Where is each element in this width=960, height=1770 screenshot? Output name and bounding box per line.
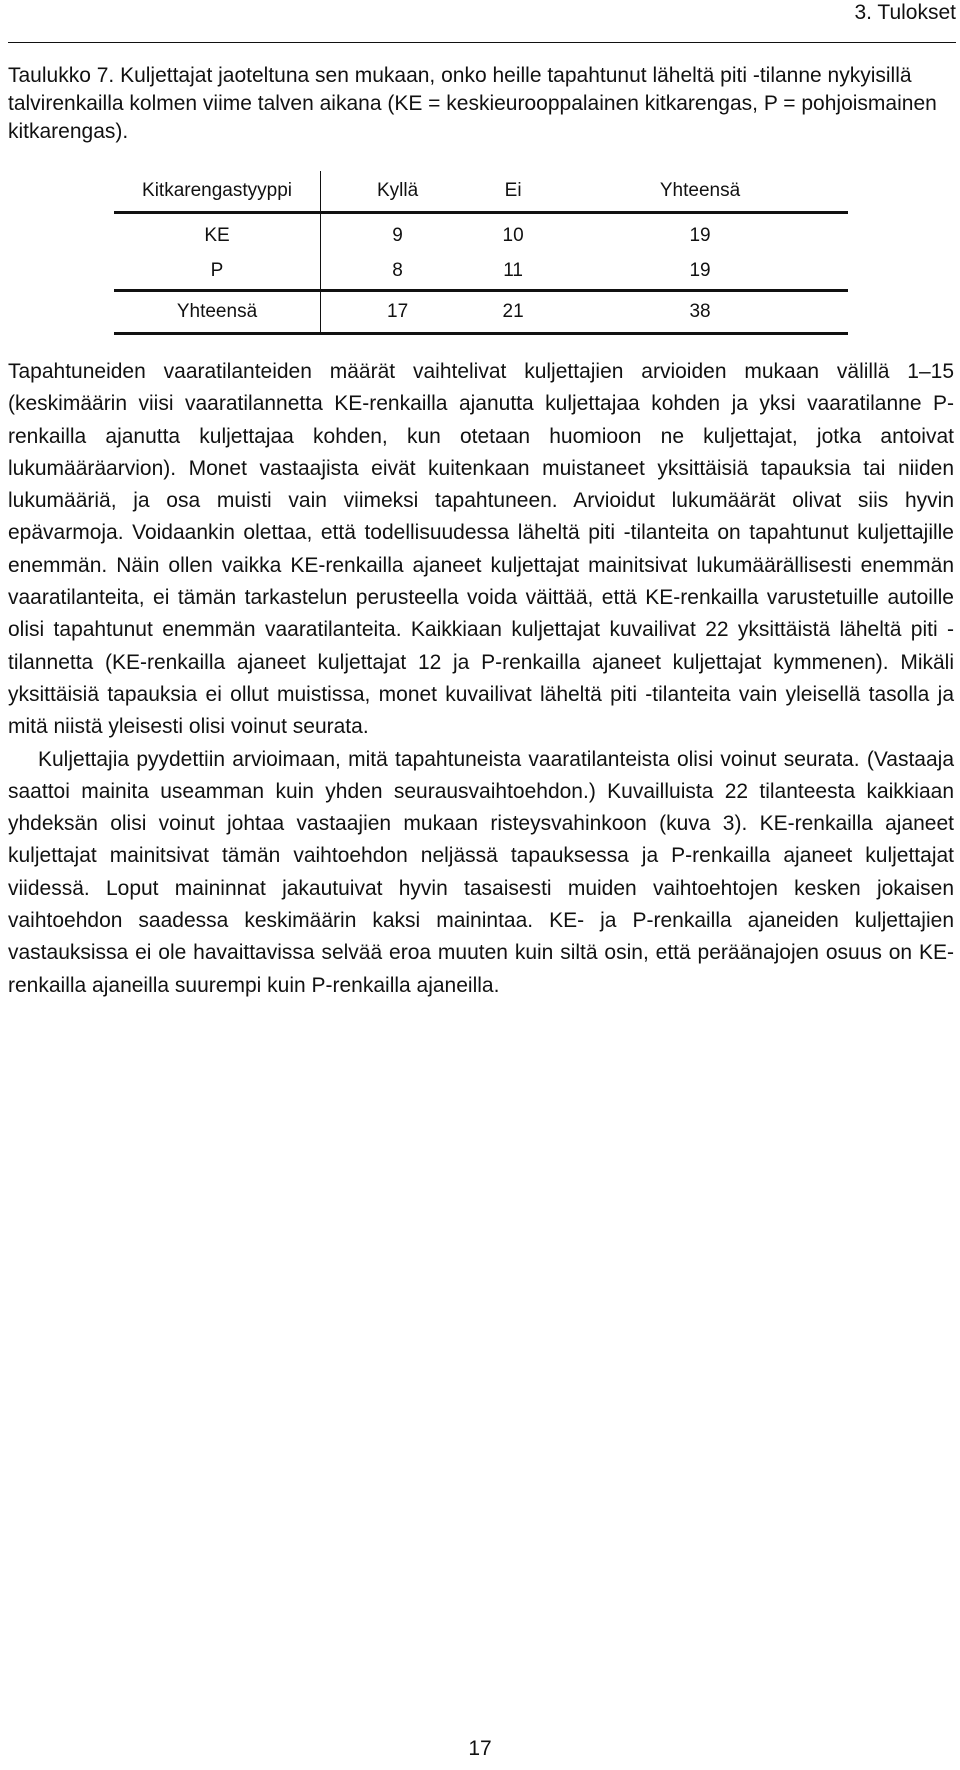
table-header-row <box>114 171 848 213</box>
column-header: Yhteensä <box>552 171 848 213</box>
table-cell: 17 <box>321 291 475 334</box>
table-cell: 19 <box>552 252 848 291</box>
body-text <box>8 356 954 1002</box>
table-row <box>114 213 848 253</box>
table-caption: Taulukko 7. Kuljettajat jaoteltuna sen mukaan, onko heille tapahtunut läheltä piti -tilanne nykyisillä talvirenkailla kolmen viime talven aikana (KE = keskieurooppalainen kitkarengas, P = pohjoismainen kitkarengas). <box>8 64 937 143</box>
table-total-row <box>114 291 848 334</box>
table-row <box>114 252 848 291</box>
table-cell: 38 <box>552 291 848 334</box>
column-header: Kitkarengastyyppi <box>114 171 321 213</box>
table-cell: 10 <box>502 225 524 246</box>
results-table <box>114 171 848 335</box>
page-number: 17 <box>468 1737 492 1760</box>
paragraph: Tapahtuneiden vaaratilanteiden määrät vaihtelivat kuljettajien arvioiden mukaan välillä 1–15 (keskimäärin viisi vaaratilannetta KE-renkailla ajanutta kuljettajaa kohden ja yksi vaaratilanne P-renkailla ajanutta kuljettajaa kohden, kun otetaan huomioon ne kuljettajat, jotka antoivat lukumääräarvion). Monet vastaajista eivät kuitenkaan muistaneet yksittäisiä tapauksia tai niiden lukumääriä, ja osa muisti vain viimeksi tapahtuneen. Arvioidut lukumäärät olivat siis hyvin epävarmoja. Voidaankin olettaa, että todellisuudessa läheltä piti -tilanteita on tapahtunut kuljettajille enemmän. Näin ollen vaikka KE-renkailla ajaneet kuljettajat mainitsivat lukumäärällisesti enemmän vaaratilanteita, ei tämän tarkastelun perusteella voida väittää, että KE-renkailla varustetuille autoille olisi tapahtunut enemmän vaaratilanteita. Kaikkiaan kuljettajat kuvailivat 22 yksittäistä läheltä piti -tilannetta (KE-renkailla ajaneet kuljettajat 12 ja P-renkailla ajaneet kuljettajat kymmenen). Mikäli yksittäisiä tapauksia ei ollut muistissa, monet kuvailivat läheltä piti -tilanteita vain yleisellä tasolla ja mitä niistä yleisesti olisi voinut seurata. <box>8 360 954 739</box>
table-cell: 11 <box>474 252 552 291</box>
running-header: 3. Tulokset <box>854 1 956 24</box>
column-header: Kyllä <box>321 171 475 213</box>
column-header: Ei <box>474 171 552 213</box>
table-cell: 8 <box>321 252 475 291</box>
header-rule <box>8 42 956 43</box>
table-cell: Yhteensä <box>114 291 321 334</box>
table-cell: KE <box>114 213 321 253</box>
table-cell: P <box>114 252 321 291</box>
table-cell: 19 <box>689 225 711 246</box>
table-cell: 21 <box>474 291 552 334</box>
data-table <box>114 171 848 335</box>
table-cell: 9 <box>392 225 403 246</box>
paragraph: Kuljettajia pyydettiin arvioimaan, mitä tapahtuneista vaaratilanteista olisi voinut seurata. (Vastaaja saattoi mainita useamman kuin yhden seurausvaihtoehdon.) Kuvailluista 22 tilanteesta kaikkiaan yhdeksän olisi voinut johtaa vastaajien mukaan risteysvahinkoon (kuva 3). KE-renkailla ajaneet kuljettajat mainitsivat tämän vaihtoehdon neljässä tapauksessa ja P-renkailla ajaneet kuljettajat viidessä. Loput maininnat jakautuivat hyvin tasaisesti muiden vaihtoehtojen kesken jokaisen vaihtoehdon saadessa keskimäärin kaksi mainintaa. KE- ja P-renkailla ajaneiden kuljettajien vastauksissa ei ole havaittavissa selvää eroa muuten kuin siltä osin, että peräänajojen osuus on KE-renkailla ajaneilla suurempi kuin P-renkailla ajaneilla. <box>8 747 954 997</box>
